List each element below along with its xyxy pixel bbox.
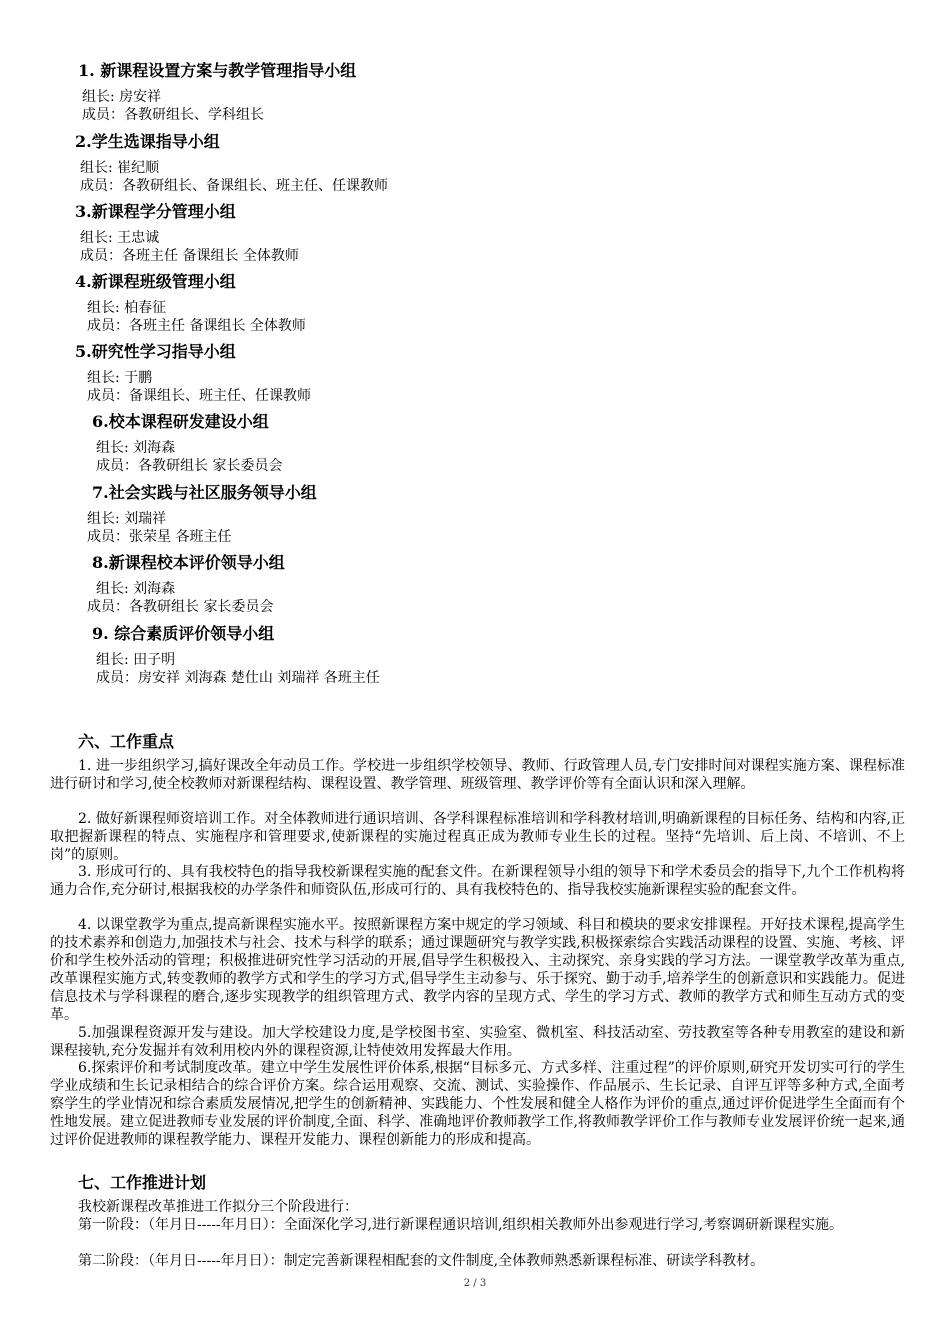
group-leader: 组长: 刘海森 — [96, 440, 176, 456]
group-title: 7.社会实践与社区服务领导小组 — [92, 483, 317, 502]
paragraph: 6.探索评价和考试制度改革。建立中学生发展性评价体系,根据“目标多元、方式多样、注重过程”的评价原则,研究开发切实可行的学生学业成绩和生长记录相结合的综合评价方案。综合运用观察、交流、测试、实验操作、作品展示、生长记录、自评互评等多种方式,全面考察学生的学业情况和综合素质发展情况,把学生的创新精神、实践能力、个性发展和健全人格作为评价的重点,通过评价促进学生全面而有个性地发展。建立促进教师专业发展的评价制度,全面、科学、准确地评价教师教学工作,将教师教学评价工作与教师专业发展评价统一起来,通过评价促进教师的课程教学能力、课程开发能力、课程创新能力的形成和提高。 — [50, 1060, 905, 1148]
group-title: 6.校本课程研发建设小组 — [92, 412, 269, 431]
group-leader: 组长: 柏春征 — [87, 300, 167, 316]
group-members: 成员：各教研组长 家长委员会 — [96, 458, 283, 474]
paragraph: 1. 进一步组织学习,搞好课改全年动员工作。学校进一步组织学校领导、教师、行政管理人员,专门安排时间对课程实施方案、课程标准进行研讨和学习,使全校教师对新课程结构、课程设置、教学管理、班级管理、教学评价等有全面认识和深入理解。 — [50, 758, 905, 792]
group-members: 成员：各班主任 备课组长 全体教师 — [87, 318, 306, 334]
group-title: 4.新课程班级管理小组 — [75, 272, 236, 291]
group-members: 成员：各教研组长 家长委员会 — [87, 599, 274, 615]
page-number: 2 / 3 — [463, 1278, 487, 1289]
group-title: 1. 新课程设置方案与教学管理指导小组 — [78, 61, 357, 80]
group-members: 成员：各教研组长、学科组长 — [82, 107, 264, 123]
group-leader: 组长: 崔纪顺 — [80, 160, 160, 176]
group-members: 成员：房安祥 刘海森 楚仕山 刘瑞祥 各班主任 — [96, 670, 380, 686]
group-title: 5.研究性学习指导小组 — [75, 342, 236, 361]
group-leader: 组长: 田子明 — [96, 652, 176, 668]
group-members: 成员：备课组长、班主任、任课教师 — [87, 388, 311, 404]
section-heading-work-focus: 六、工作重点 — [78, 732, 175, 751]
group-title: 2.学生选课指导小组 — [75, 132, 220, 151]
group-title: 3.新课程学分管理小组 — [75, 202, 236, 221]
group-leader: 组长: 王忠诚 — [80, 230, 160, 246]
section-heading-progress-plan: 七、工作推进计划 — [78, 1173, 207, 1192]
group-leader: 组长: 房安祥 — [82, 89, 162, 105]
group-members: 成员：张荣星 各班主任 — [87, 529, 232, 545]
group-title: 9. 综合素质评价领导小组 — [92, 624, 275, 643]
paragraph: 4. 以课堂教学为重点,提高新课程实施水平。按照新课程方案中规定的学习领域、科目和模块的要求安排课程。开好技术课程,提高学生的技术素养和创造力,加强技术与社会、技术与科学的联系；通过课题研究与教学实践,积极探索综合实践活动课程的设置、实施、考核、评价和学生校外活动的管理；积极推进研究性学习活动的开展,倡导学生积极投入、主动探究、亲身实践的学习方法。一课堂教学改革为重点,改革课程实施方式,转变教师的教学方式和学生的学习方式,倡导学生主动参与、乐于探究、勤于动手,培养学生的创新意识和实践能力。促进信息技术与学科课程的磨合,逐步实现教学的组织管理方式、教学内容的呈现方式、学生的学习方式、教师的教学方式和师生互动方式的变革。 — [50, 917, 905, 1023]
group-title: 8.新课程校本评价领导小组 — [92, 553, 285, 572]
group-leader: 组长: 于鹏 — [87, 370, 153, 386]
paragraph: 第二阶段：（年月日-----年月日）：制定完善新课程相配套的文件制度,全体教师熟悉新课程标准、研读学科教材。 — [78, 1253, 765, 1269]
paragraph: 我校新课程改革推进工作拟分三个阶段进行： — [78, 1199, 358, 1215]
paragraph: 5.加强课程资源开发与建设。加大学校建设力度,是学校图书室、实验室、微机室、科技活动室、劳技教室等各种专用教室的建设和新课程接轨,充分发掘并有效利用校内外的课程资源,让特使效用发挥最大作用。 — [50, 1025, 905, 1059]
group-members: 成员：各班主任 备课组长 全体教师 — [80, 248, 299, 264]
group-leader: 组长: 刘瑞祥 — [87, 511, 167, 527]
paragraph: 第一阶段：（年月日-----年月日）：全面深化学习,进行新课程通识培训,组织相关教师外出参观进行学习,考察调研新课程实施。 — [78, 1217, 843, 1233]
paragraph: 3. 形成可行的、具有我校特色的指导我校新课程实施的配套文件。在新课程领导小组的领导下和学术委员会的指导下,九个工作机构将通力合作,充分研讨,根据我校的办学条件和师资队伍,形成可行的、具有我校特色的、指导我校实施新课程实验的配套文件。 — [50, 864, 905, 898]
group-members: 成员：各教研组长、备课组长、班主任、任课教师 — [80, 178, 388, 194]
paragraph: 2. 做好新课程师资培训工作。对全体教师进行通识培训、各学科课程标准培训和学科教材培训,明确新课程的目标任务、结构和内容,正取把握新课程的特点、实施程序和管理要求,使新课程的实施过程真正成为教师专业生长的过程。坚持“先培训、后上岗、不培训、不上岗”的原则。 — [50, 811, 905, 863]
group-leader: 组长: 刘海森 — [96, 581, 176, 597]
